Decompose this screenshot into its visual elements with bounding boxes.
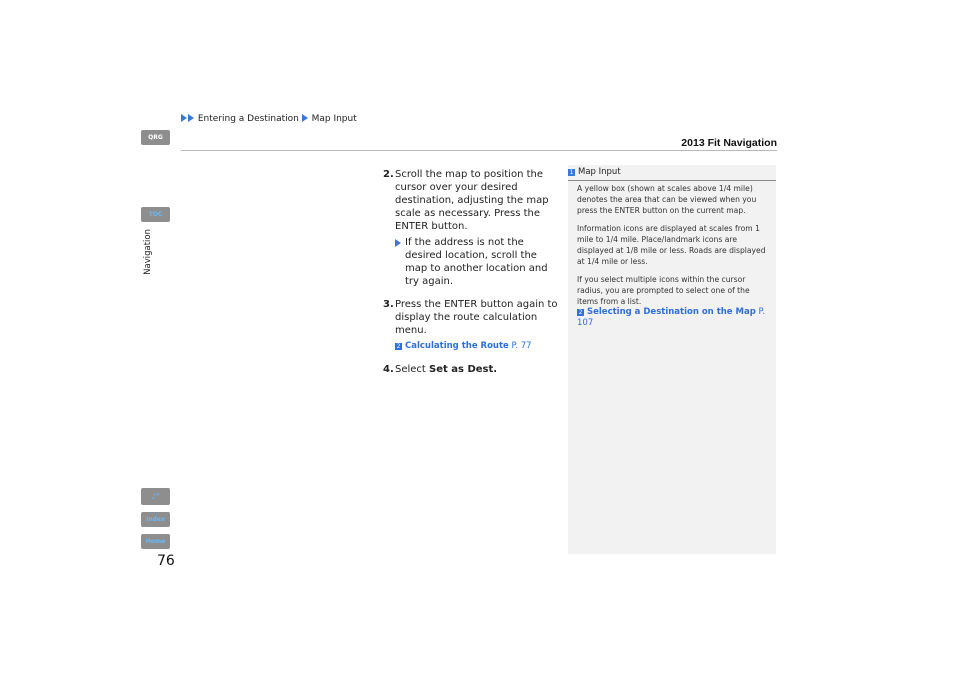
section-label: Navigation — [143, 229, 153, 275]
home-tab[interactable]: Home — [141, 534, 170, 549]
note-number-icon: 1 — [569, 169, 574, 176]
breadcrumb-section[interactable]: Entering a Destination — [197, 114, 299, 124]
calculating-route-link[interactable] — [395, 340, 559, 353]
step-number: 4. — [383, 364, 394, 375]
map-input-note — [568, 165, 776, 554]
header-divider — [181, 150, 777, 151]
note-paragraph: Information icons are displayed at scales from 1 mile to 1/4 mile. Place/landmark icons are displayed at 1/8 mile or less. Roads are displayed at 1/4 mile or less. — [577, 224, 766, 266]
note-paragraph: If you select multiple icons within the cursor radius, you are prompted to select one of the items from a list. — [577, 275, 750, 306]
note-paragraph: A yellow box (shown at scales above 1/4 mile) denotes the area that can be viewed when you press the ENTER button on the current map. — [577, 184, 757, 215]
link-page[interactable]: P. 107 — [577, 307, 766, 328]
breadcrumb — [181, 114, 357, 124]
triangle-right-icon — [188, 114, 194, 122]
step-item — [383, 168, 559, 288]
step-text: Scroll the map to position the cursor over your desired destination, adjusting the map scale as necessary. Press the ENTER button. — [395, 169, 549, 232]
step-item — [383, 363, 559, 376]
index-tab[interactable]: Index — [141, 512, 170, 527]
reference-icon: 2 — [578, 309, 583, 316]
triangle-right-icon — [395, 239, 401, 247]
page-number: 76 — [157, 553, 175, 569]
substep-text: If the address is not the desired location, scroll the map to another location and try again. — [405, 237, 548, 287]
steps-list — [383, 168, 559, 386]
note-title: Map Input — [578, 167, 621, 177]
link-label[interactable]: Calculating the Route — [405, 341, 509, 351]
manual-title: 2013 Fit Navigation — [681, 137, 777, 149]
qrg-tab[interactable]: QRG — [141, 130, 170, 145]
link-page[interactable]: P. 77 — [511, 341, 532, 351]
toc-tab[interactable]: TOC — [141, 207, 170, 222]
selecting-destination-link[interactable] — [577, 307, 769, 329]
step-item — [383, 298, 559, 353]
reference-icon: 2 — [396, 343, 401, 350]
note-divider — [568, 180, 776, 181]
step-bold-text: Set as Dest. — [429, 364, 498, 375]
triangle-right-icon — [302, 114, 308, 122]
link-label[interactable]: Selecting a Destination on the Map — [587, 307, 756, 317]
note-header — [568, 167, 776, 177]
note-body — [577, 183, 769, 329]
triangle-right-icon — [181, 114, 187, 122]
step-text: Press the ENTER button again to display the route calculation menu. — [395, 299, 558, 336]
voice-command-tab[interactable]: ♪’ — [141, 488, 170, 505]
step-substep — [395, 236, 559, 288]
step-text: Select — [395, 364, 430, 375]
breadcrumb-page: Map Input — [311, 114, 357, 124]
step-number: 3. — [383, 299, 394, 310]
step-number: 2. — [383, 169, 394, 180]
